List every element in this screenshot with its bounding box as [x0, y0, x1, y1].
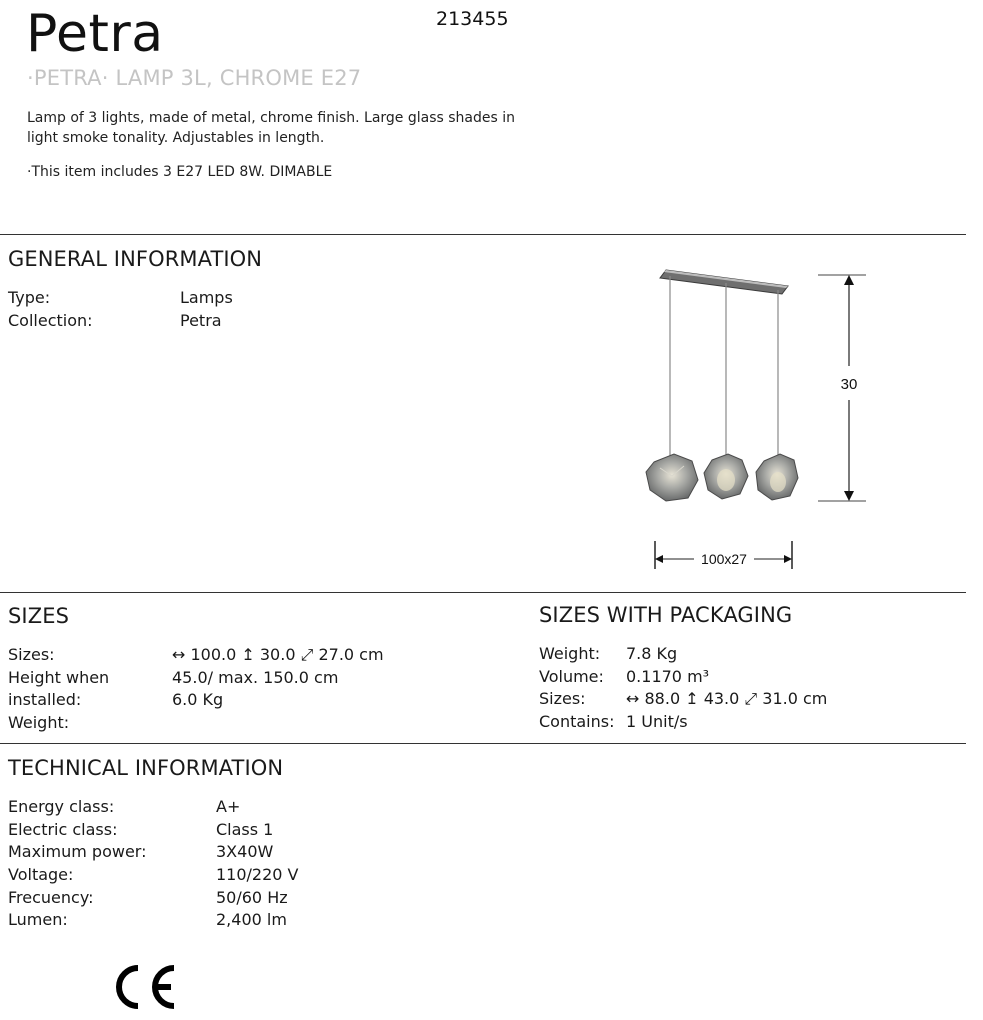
glass-shade [646, 454, 698, 501]
packaging-heading: SIZES WITH PACKAGING [539, 603, 793, 627]
sizes-heading: SIZES [8, 604, 70, 628]
technical-values [216, 796, 299, 932]
packaging-value: 1 Unit/s [626, 712, 688, 732]
sizes-label: Height when [8, 667, 110, 687]
product-subtitle: ·PETRA· LAMP 3L, CHROME E27 [27, 66, 362, 90]
sizes-label: Sizes: [8, 645, 55, 664]
packaging-values [626, 643, 827, 734]
section-divider [0, 592, 966, 593]
product-title: Petra [26, 4, 164, 64]
product-description: Lamp of 3 lights, made of metal, chrome finish. Large glass shades in light smoke tonality. Adjustables in length. [27, 110, 516, 146]
technical-label: Frecuency: [8, 887, 94, 907]
packaging-label: Volume: [539, 666, 604, 686]
width-label: 100x27 [701, 551, 747, 567]
technical-label: Electric class: [8, 819, 118, 839]
glass-shade [756, 454, 798, 500]
general-label: Collection: [8, 310, 93, 330]
packaging-value: ↔ 88.0 ↥ 43.0 ⤢ 31.0 cm [626, 689, 828, 709]
general-value: Lamps [180, 288, 233, 307]
technical-value: 50/60 Hz [216, 887, 288, 907]
sizes-label: installed: [8, 690, 82, 710]
general-info-labels [8, 287, 93, 332]
ceiling-bar [660, 270, 788, 294]
technical-value: 110/220 V [216, 865, 299, 885]
section-divider [0, 234, 966, 235]
height-label: 30 [840, 376, 858, 393]
technical-heading: TECHNICAL INFORMATION [8, 756, 284, 780]
technical-value: A+ [216, 797, 241, 816]
packaging-value: 7.8 Kg [626, 644, 678, 663]
packaging-labels [539, 643, 615, 734]
technical-labels [8, 796, 146, 932]
technical-label: Maximum power: [8, 842, 147, 862]
general-info-heading: GENERAL INFORMATION [8, 247, 263, 271]
technical-label: Voltage: [8, 865, 74, 885]
sizes-value: ↔ 100.0 ↥ 30.0 ⤢ 27.0 cm [172, 645, 384, 664]
packaging-label: Contains: [539, 712, 615, 732]
sizes-value: 45.0/ max. 150.0 cm [172, 667, 339, 687]
sizes-values [172, 644, 384, 712]
packaging-value: 0.1170 m³ [626, 666, 710, 686]
product-reference: 213455 [436, 8, 509, 30]
lamp-dimension-diagram [630, 258, 880, 578]
section-divider [0, 743, 966, 744]
general-value: Petra [180, 310, 222, 330]
technical-label: Energy class: [8, 797, 115, 816]
packaging-label: Sizes: [539, 689, 586, 709]
glass-shade [704, 454, 748, 499]
ce-mark-icon [108, 962, 180, 1012]
product-note: ·This item includes 3 E27 LED 8W. DIMABLE [27, 164, 333, 180]
general-label: Type: [8, 288, 51, 307]
sizes-value: 6.0 Kg [172, 690, 224, 710]
technical-value: Class 1 [216, 819, 274, 839]
technical-value: 3X40W [216, 842, 274, 862]
sizes-labels [8, 644, 109, 735]
technical-value: 2,400 lm [216, 910, 287, 930]
sizes-label: Weight: [8, 713, 70, 733]
packaging-label: Weight: [539, 644, 601, 663]
general-info-values [180, 287, 233, 332]
technical-label: Lumen: [8, 910, 68, 930]
